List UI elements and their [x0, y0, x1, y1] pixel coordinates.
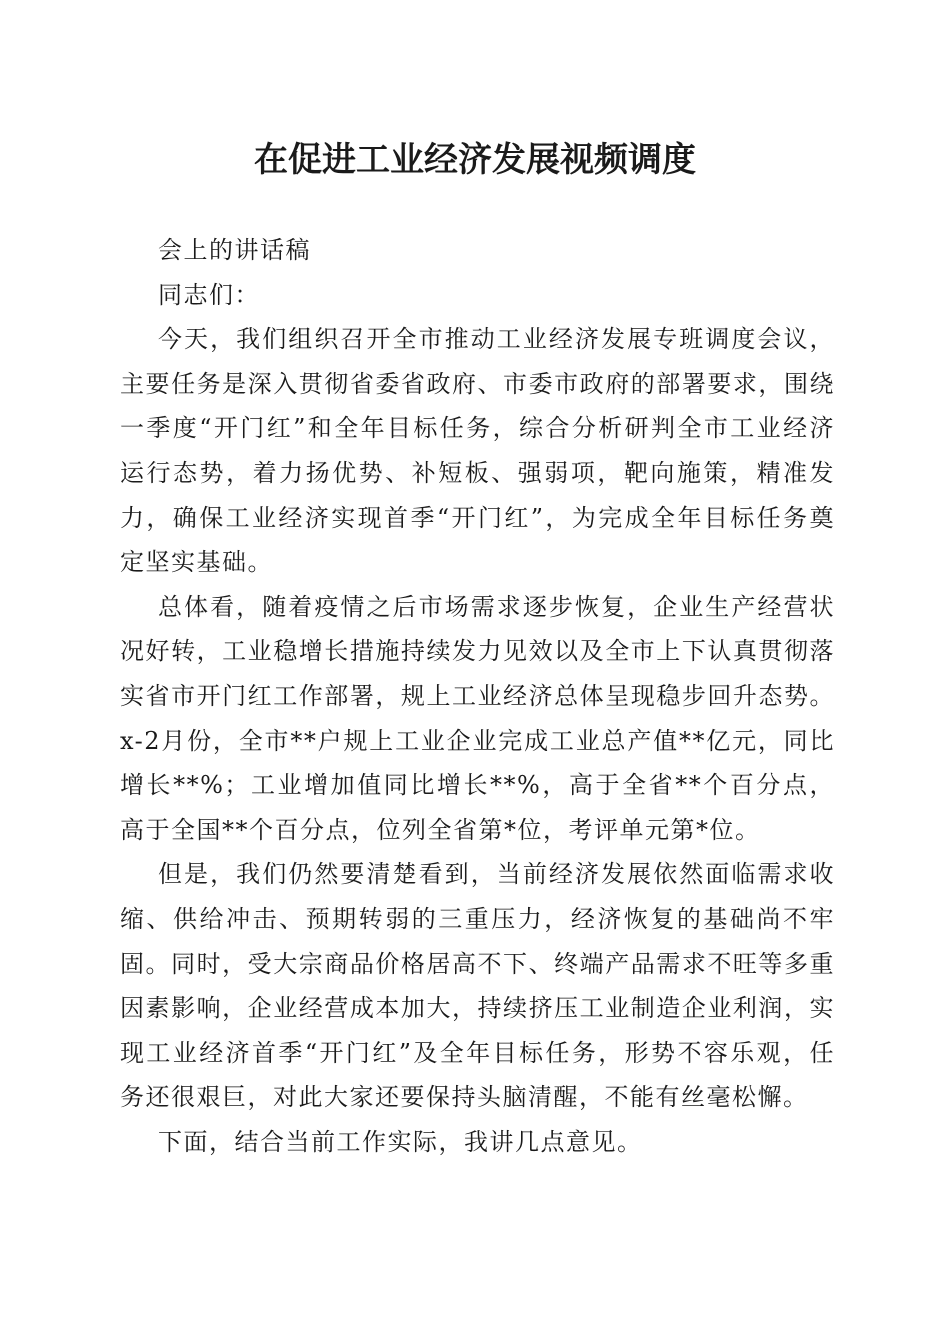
paragraph-overview: 总体看，随着疫情之后市场需求逐步恢复，企业生产经营状况好转，工业稳增长措施持续发力见效以及全市上下认真贯彻落实省市开门红工作部署，规上工业经济总体呈现稳步回升态势。x-2月份，全市**户规上工业企业完成工业总产值**亿元，同比增长**%；工业增加值同比增长**%，高于全省**个百分点，高于全国**个百分点，位列全省第*位，考评单元第*位。 — [120, 592, 835, 844]
document-body — [120, 228, 835, 1164]
paragraph-subtitle: 会上的讲话稿 — [158, 236, 311, 264]
paragraph-challenges: 但是，我们仍然要清楚看到，当前经济发展依然面临需求收缩、供给冲击、预期转弱的三重压力，经济恢复的基础尚不牢固。同时，受大宗商品价格居高不下、终端产品需求不旺等多重因素影响，企业经营成本加大，持续挤压工业制造企业利润，实现工业经济首季“开门红”及全年目标任务，形势不容乐观，任务还很艰巨，对此大家还要保持头脑清醒，不能有丝毫松懈。 — [120, 860, 835, 1112]
paragraph-intro: 今天，我们组织召开全市推动工业经济发展专班调度会议，主要任务是深入贯彻省委省政府、市委市政府的部署要求，围绕一季度“开门红”和全年目标任务，综合分析研判全市工业经济运行态势，着力扬优势、补短板、强弱项，靶向施策，精准发力，确保工业经济实现首季“开门红”，为完成全年目标任务奠定坚实基础。 — [120, 325, 835, 577]
paragraph-transition: 下面，结合当前工作实际，我讲几点意见。 — [158, 1127, 643, 1156]
document-title: 在促进工业经济发展视频调度 — [254, 140, 696, 180]
paragraph-salutation: 同志们： — [158, 280, 260, 309]
